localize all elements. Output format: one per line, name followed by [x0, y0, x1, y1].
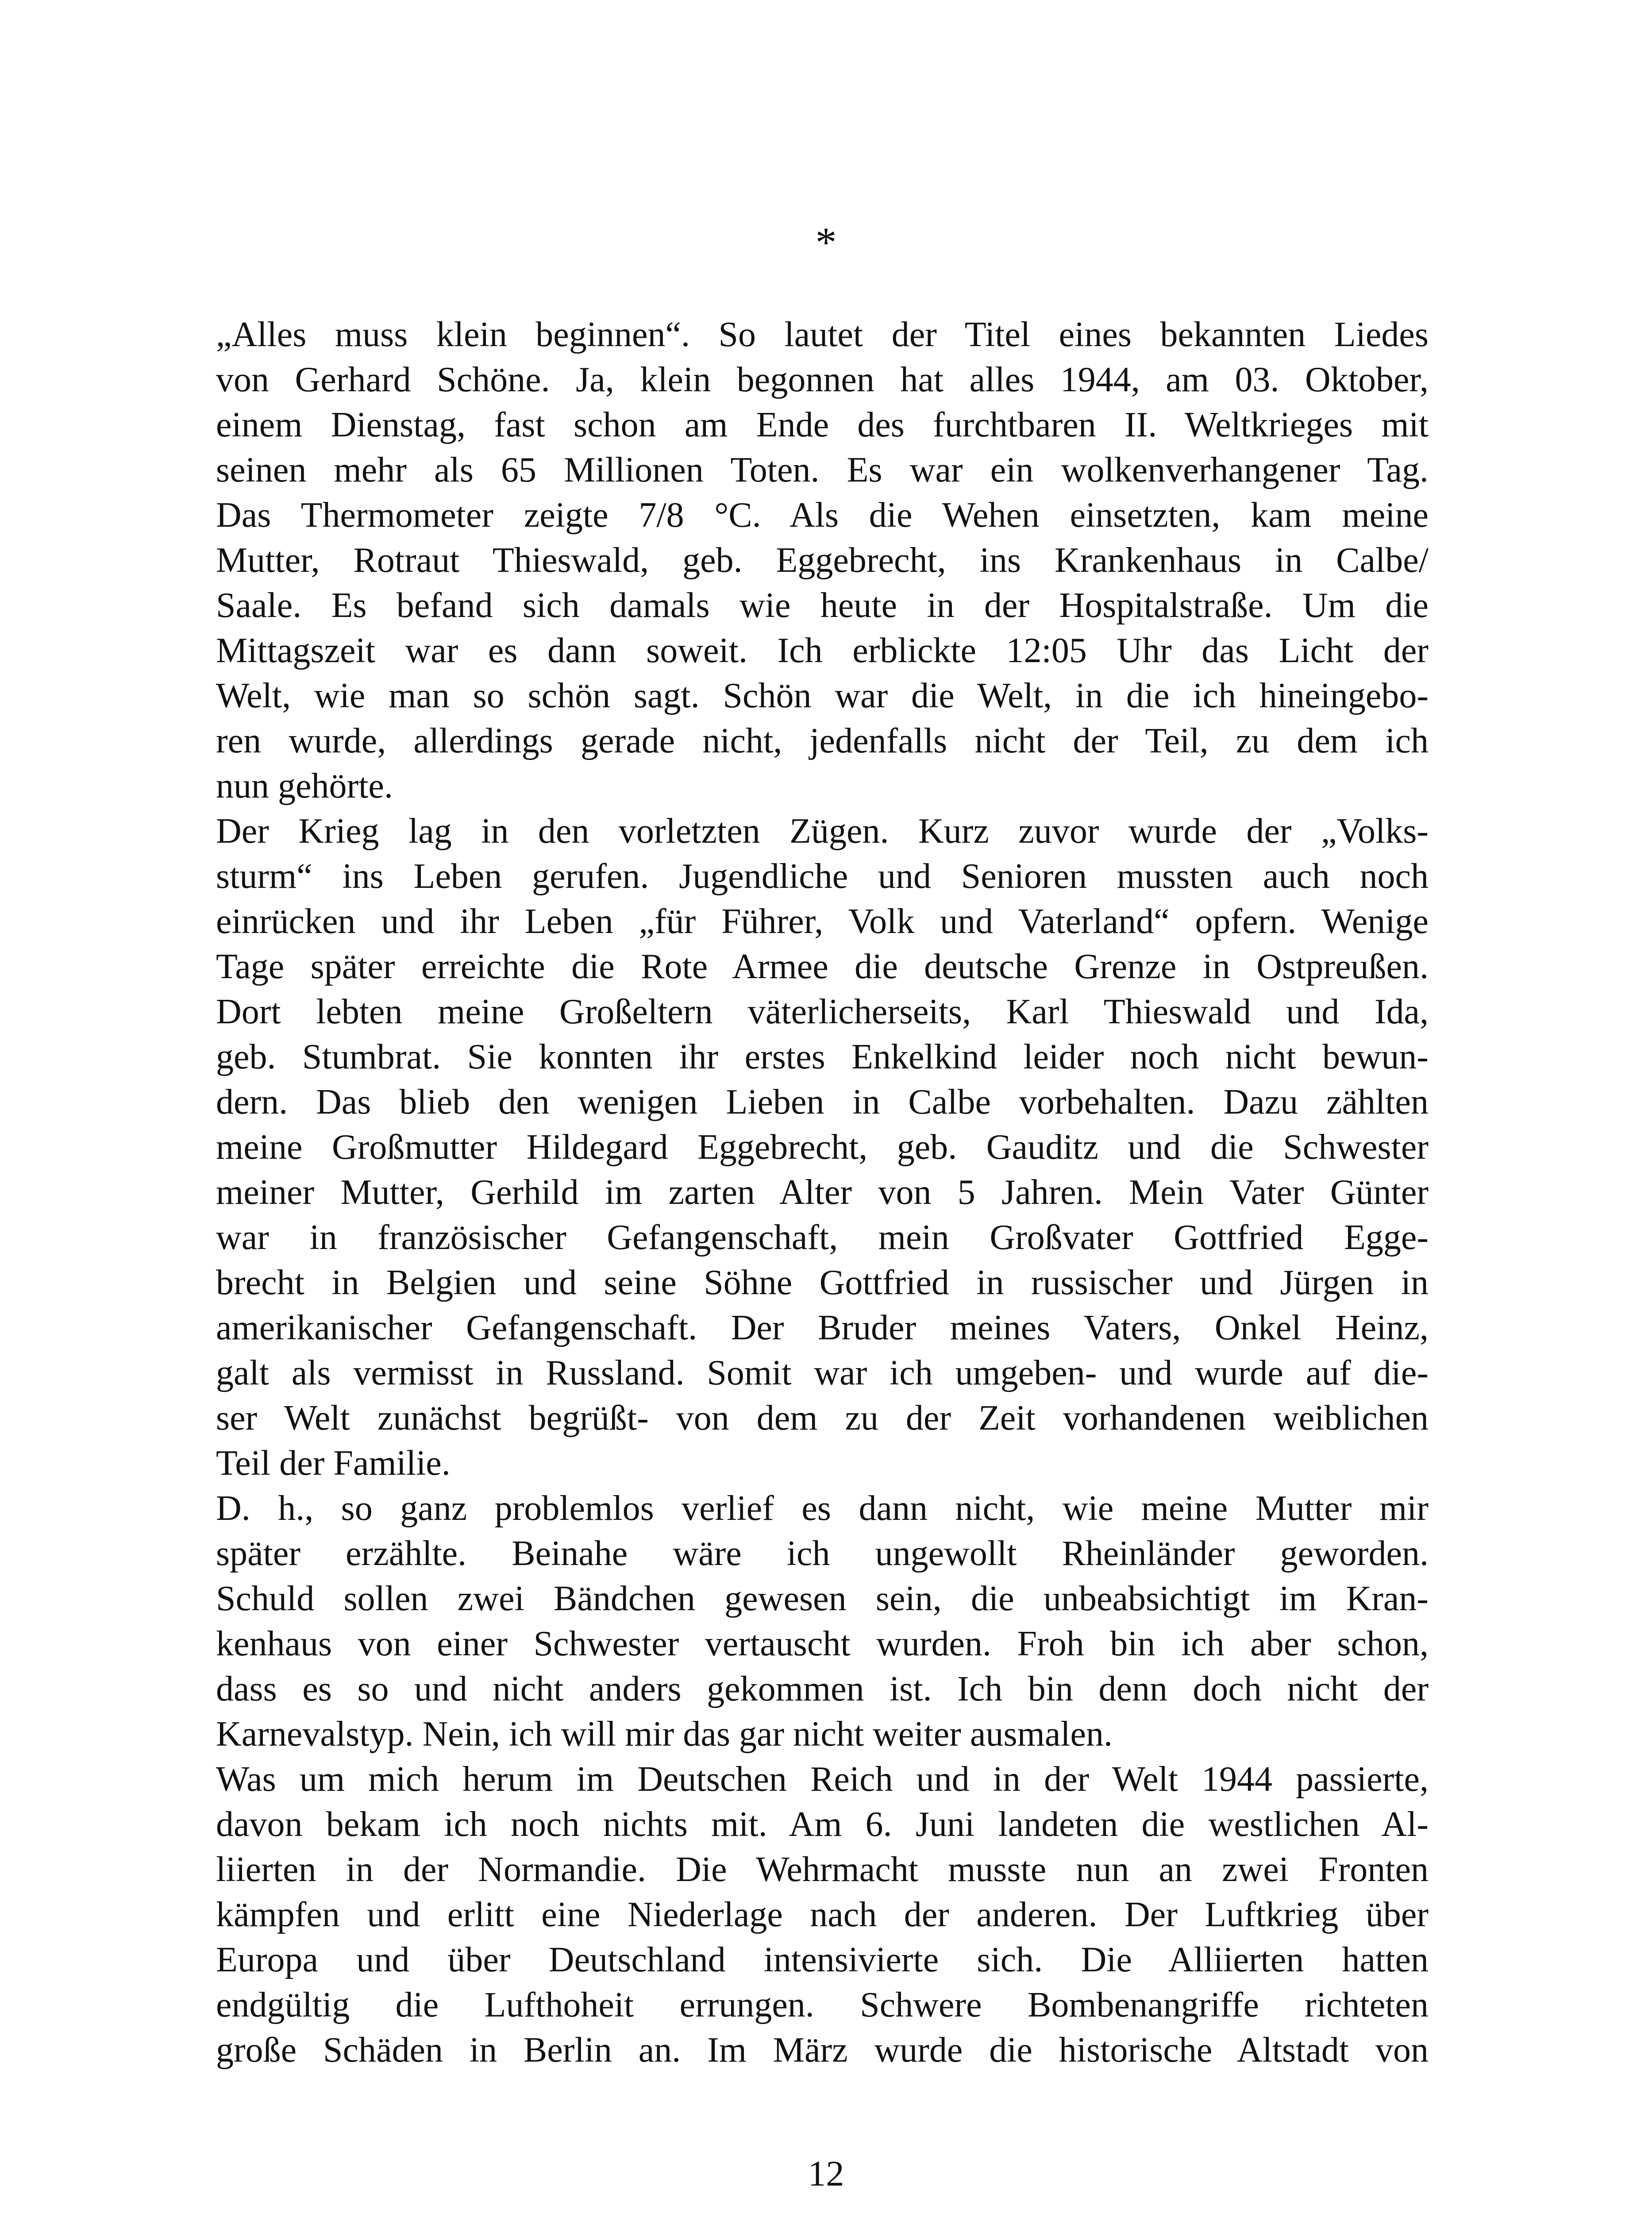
text-line: einrücken und ihr Leben „für Führer, Volk und Vaterland“ opfern. Wenige	[216, 902, 1429, 941]
text-line: D. h., so ganz problemlos verlief es dann nicht, wie meine Mutter mir	[216, 1489, 1429, 1528]
text-line: Tage später erreichte die Rote Armee die deutsche Grenze in Ostpreußen.	[216, 947, 1429, 986]
body-text	[216, 312, 1429, 2073]
text-line: dern. Das blieb den wenigen Lieben in Calbe vorbehalten. Dazu zählten	[216, 1083, 1429, 1122]
text-line: Europa und über Deutschland intensivierte sich. Die Alliierten hatten	[216, 1940, 1429, 1979]
page-number: 12	[808, 2153, 844, 2194]
text-line: Saale. Es befand sich damals wie heute in der Hospitalstraße. Um die	[216, 586, 1429, 625]
text-line: galt als vermisst in Russland. Somit war ich umgeben- und wurde auf die-	[216, 1353, 1429, 1392]
text-line: liierten in der Normandie. Die Wehrmacht musste nun an zwei Fronten	[216, 1850, 1429, 1889]
text-line: endgültig die Lufthoheit errungen. Schwere Bombenangriffe richteten	[216, 1986, 1429, 2024]
paragraph-3	[216, 1486, 1429, 1757]
text-line: Schuld sollen zwei Bändchen gewesen sein, die unbeabsichtigt im Kran-	[216, 1579, 1429, 1618]
text-line: ren wurde, allerdings gerade nicht, jedenfalls nicht der Teil, zu dem ich	[216, 721, 1429, 760]
text-line: geb. Stumbrat. Sie konnten ihr erstes Enkelkind leider noch nicht bewun-	[216, 1037, 1429, 1076]
text-line: sturm“ ins Leben gerufen. Jugendliche und Senioren mussten auch noch	[216, 857, 1429, 896]
text-line: von Gerhard Schöne. Ja, klein begonnen hat alles 1944, am 03. Oktober,	[216, 360, 1429, 399]
text-line: große Schäden in Berlin an. Im März wurde die historische Altstadt von	[216, 2031, 1429, 2070]
text-line: einem Dienstag, fast schon am Ende des furchtbaren II. Weltkrieges mit	[216, 405, 1429, 444]
text-line: meine Großmutter Hildegard Eggebrecht, geb. Gauditz und die Schwester	[216, 1128, 1429, 1167]
text-line: Mittagszeit war es dann soweit. Ich erblickte 12:05 Uhr das Licht der	[216, 631, 1429, 670]
text-line: davon bekam ich noch nichts mit. Am 6. Juni landeten die westlichen Al-	[216, 1805, 1429, 1844]
text-line: war in französischer Gefangenschaft, mein Großvater Gottfried Egge-	[216, 1218, 1429, 1257]
section-ornament: *	[815, 219, 837, 266]
text-line: nun gehörte.	[216, 767, 393, 806]
text-line: amerikanischer Gefangenschaft. Der Bruder meines Vaters, Onkel Heinz,	[216, 1308, 1429, 1347]
text-line: Das Thermometer zeigte 7/8 °C. Als die Wehen einsetzten, kam meine	[216, 496, 1429, 535]
text-line: Der Krieg lag in den vorletzten Zügen. Kurz zuvor wurde der „Volks-	[216, 812, 1429, 851]
text-line: Was um mich herum im Deutschen Reich und in der Welt 1944 passierte,	[216, 1760, 1429, 1799]
text-line: seinen mehr als 65 Millionen Toten. Es war ein wolkenverhangener Tag.	[216, 451, 1429, 490]
text-line: brecht in Belgien und seine Söhne Gottfried in russischer und Jürgen in	[216, 1263, 1429, 1302]
text-line: dass es so und nicht anders gekommen ist. Ich bin denn doch nicht der	[216, 1669, 1429, 1708]
text-line: meiner Mutter, Gerhild im zarten Alter von 5 Jahren. Mein Vater Günter	[216, 1173, 1429, 1212]
paragraph-2	[216, 809, 1429, 1486]
text-line: Teil der Familie.	[216, 1444, 451, 1483]
paragraph-1	[216, 312, 1429, 809]
text-line: Dort lebten meine Großeltern väterlicherseits, Karl Thieswald und Ida,	[216, 992, 1429, 1031]
paragraph-4	[216, 1757, 1429, 2073]
text-line: ser Welt zunächst begrüßt- von dem zu der Zeit vorhandenen weiblichen	[216, 1399, 1429, 1438]
text-line: Karnevalstyp. Nein, ich will mir das gar nicht weiter ausmalen.	[216, 1715, 1113, 1754]
text-line: kenhaus von einer Schwester vertauscht wurden. Froh bin ich aber schon,	[216, 1624, 1429, 1663]
text-line: später erzählte. Beinahe wäre ich ungewollt Rheinländer geworden.	[216, 1534, 1429, 1573]
text-line: „Alles muss klein beginnen“. So lautet der Titel eines bekannten Liedes	[216, 315, 1429, 354]
text-line: Welt, wie man so schön sagt. Schön war die Welt, in die ich hineingebo-	[216, 676, 1429, 715]
text-line: kämpfen und erlitt eine Niederlage nach der anderen. Der Luftkrieg über	[216, 1895, 1429, 1934]
text-line: Mutter, Rotraut Thieswald, geb. Eggebrecht, ins Krankenhaus in Calbe/	[216, 541, 1429, 580]
